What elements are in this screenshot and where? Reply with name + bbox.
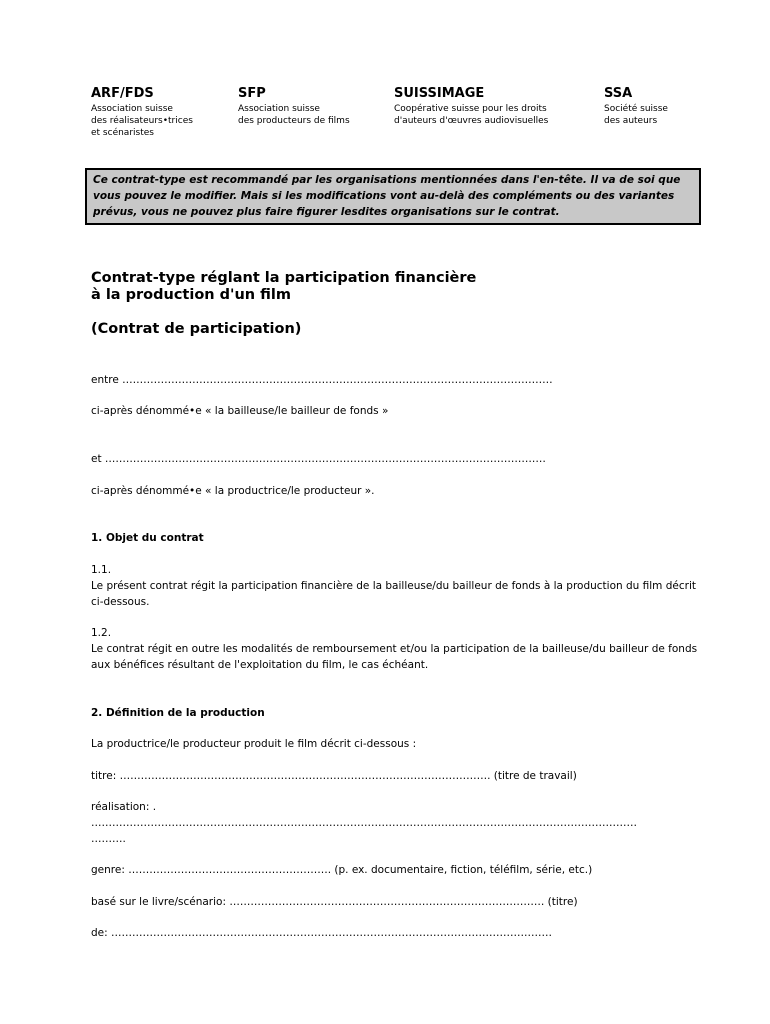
org-name: SSA [604,86,633,101]
org-arf-fds [91,86,193,139]
field-titre: titre: ……………………………………………………………………………………………. (titre de travail) [91,770,577,782]
org-suissimage [394,86,548,127]
party-entre-line: entre …………………………………………………………………………………………………………… [91,374,553,386]
clause-1-1-text: Le présent contrat régit la participation financière de la bailleuse/du bailleur de fonds à la production du film décrit ci-dessous. [91,580,697,608]
section-2-intro: La productrice/le producteur produit le film décrit ci-dessous : [91,738,417,750]
org-ssa [604,86,668,127]
section-2-heading: 2. Définition de la production [91,707,265,719]
org-sfp [238,86,350,127]
field-realisation: réalisation: . [91,801,157,813]
field-realisation-dots-cont: ………. [91,833,126,845]
org-description: Société suisse des auteurs [604,104,668,126]
field-realisation-dots: ………………………………………………………………………………………………………………………………………… [91,817,637,829]
party-producteur-designation: ci-après dénommé•e « la productrice/le producteur ». [91,485,375,497]
clause-1-2-text: Le contrat régit en outre les modalités de remboursement et/ou la participation de la bailleuse/du bailleur de fonds aux bénéfices résultant de l'exploitation du film, le cas échéant. [91,643,698,671]
field-de: de: ……………………………………………………………………………………………………………… [91,927,553,939]
clause-1-2-number: 1.2. [91,627,112,639]
party-bailleur-designation: ci-après dénommé•e « la bailleuse/le bailleur de fonds » [91,405,389,417]
document-subtitle: (Contrat de participation) [91,321,302,337]
org-description: Association suisse des réalisateurs•trices et scénaristes [91,104,193,138]
field-genre: genre: …………………………………………………. (p. ex. documentaire, fiction, téléfilm, série, etc.) [91,864,593,876]
section-1-heading: 1. Objet du contrat [91,532,204,544]
clause-1-1-number: 1.1. [91,564,112,576]
org-name: SUISSIMAGE [394,86,485,101]
document-title: Contrat-type réglant la participation financière à la production d'un film [91,270,477,303]
party-et-line: et ……………………………………………………………………………………………………………… [91,453,546,465]
recommendation-notice: Ce contrat-type est recommandé par les organisations mentionnées dans l'en-tête. Il va de soi que vous pouvez le modifier. Mais si les modifications vont au-delà des compléments ou des variantes prévus, vous ne pouvez plus faire figurer lesdites organisations sur le contrat. [85,168,701,225]
org-name: ARF/FDS [91,86,154,101]
org-description: Association suisse des producteurs de films [238,104,350,126]
field-base-sur: basé sur le livre/scénario: ……………………………………………………………………………… (titre) [91,896,578,908]
org-description: Coopérative suisse pour les droits d'auteurs d'œuvres audiovisuelles [394,104,549,126]
org-name: SFP [238,86,266,101]
